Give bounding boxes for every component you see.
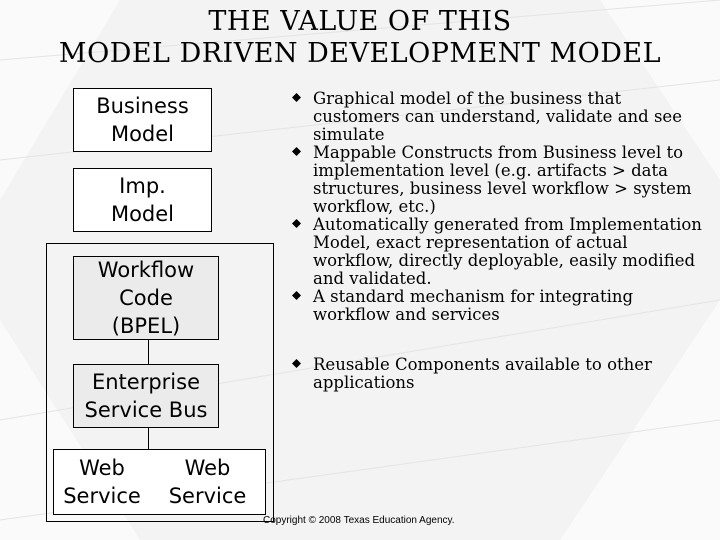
diamond-bullet-icon xyxy=(292,93,301,102)
web-service-box-2: Web Service xyxy=(150,449,266,515)
bullet-item xyxy=(292,144,712,216)
bullet-item xyxy=(292,288,712,324)
bullet-text: Mappable Constructs from Business level to implementation level (e.g. artifacts > data structures, business level workflow > system workflow, etc.) xyxy=(313,143,692,216)
diamond-bullet-icon xyxy=(292,147,301,156)
slide-title xyxy=(0,6,720,70)
title-line-1: THE VALUE OF THIS xyxy=(208,6,512,37)
business-model-box: Business Model xyxy=(73,88,212,152)
bullet-item xyxy=(292,356,712,392)
copyright-footer: Copyright © 2008 Texas Education Agency. xyxy=(263,515,455,526)
bullet-item xyxy=(292,216,712,288)
enterprise-service-bus-box: Enterprise Service Bus xyxy=(73,364,219,428)
workflow-code-box: Workflow Code (BPEL) xyxy=(73,256,219,340)
web-service-box-1: Web Service xyxy=(53,449,150,515)
connector-esb-services xyxy=(148,428,149,449)
imp-model-box: Imp. Model xyxy=(73,168,212,232)
connector-workflow-esb xyxy=(148,340,149,364)
title-line-2: MODEL DRIVEN DEVELOPMENT MODEL xyxy=(58,38,662,69)
bullet-text: Reusable Components available to other applications xyxy=(313,355,652,392)
diamond-bullet-icon xyxy=(292,219,301,228)
diamond-bullet-icon xyxy=(292,291,301,300)
bullet-item xyxy=(292,90,712,144)
diamond-bullet-icon xyxy=(292,359,301,368)
bullet-text: Automatically generated from Implementation Model, exact representation of actual workflow, directly deployable, easily modified and validated. xyxy=(313,215,702,288)
bullet-list xyxy=(292,90,712,392)
bullet-text: A standard mechanism for integrating workflow and services xyxy=(313,287,634,324)
bullet-text: Graphical model of the business that customers can understand, validate and see simulate xyxy=(313,89,682,144)
